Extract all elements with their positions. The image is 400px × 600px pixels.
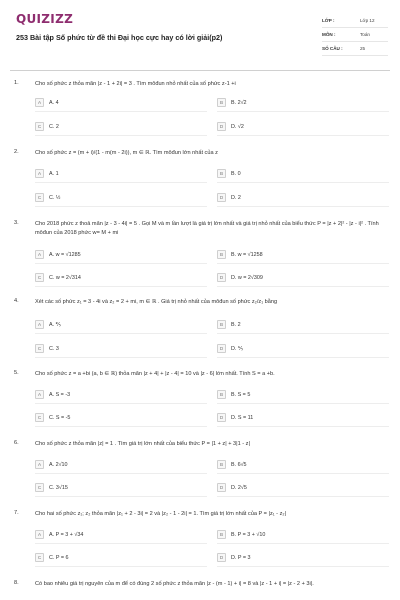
option-text: B. 2 bbox=[231, 321, 241, 328]
question-number: 3. bbox=[14, 220, 19, 226]
option-a[interactable] bbox=[35, 390, 70, 399]
meta-key: LỚP : bbox=[322, 18, 335, 23]
option-underline bbox=[35, 496, 207, 497]
meta-key: SỐ CÂU : bbox=[322, 46, 343, 51]
option-letter-box: D bbox=[217, 413, 226, 422]
option-underline bbox=[35, 543, 207, 544]
option-underline bbox=[35, 333, 207, 334]
option-text: C. S = -5 bbox=[49, 414, 71, 421]
question-text: Cho số phức z = a +bi (a, b ∈ ℝ) thỏa mãn |z + 4| + |z - 4| = 10 và |z - 6| lớn nhất. Tính S = a +b. bbox=[35, 371, 275, 377]
option-c[interactable] bbox=[35, 344, 59, 353]
option-underline bbox=[35, 426, 207, 427]
question-text: Cho số phức z = (m + i)/(1 - m(m - 2i)), m ∈ ℝ. Tìm môđun lớn nhất của z bbox=[35, 150, 218, 156]
option-underline bbox=[35, 111, 207, 112]
question-number: 5. bbox=[14, 370, 19, 376]
option-a[interactable] bbox=[35, 530, 83, 539]
option-letter-box: C bbox=[35, 122, 44, 131]
option-letter-box: C bbox=[35, 193, 44, 202]
option-letter-box: C bbox=[35, 413, 44, 422]
option-underline bbox=[217, 206, 389, 207]
meta-value: 25 bbox=[360, 46, 366, 51]
option-letter-box: B bbox=[217, 390, 226, 399]
option-underline bbox=[217, 286, 389, 287]
meta-row-class bbox=[322, 14, 388, 28]
question-number: 6. bbox=[14, 440, 19, 446]
option-b[interactable] bbox=[217, 320, 241, 329]
option-underline bbox=[217, 496, 389, 497]
option-text: B. P = 3 + √10 bbox=[231, 531, 266, 538]
option-a[interactable] bbox=[35, 250, 81, 259]
option-text: A. w = √1285 bbox=[49, 251, 81, 258]
option-underline bbox=[35, 263, 207, 264]
option-underline bbox=[217, 403, 389, 404]
question-number: 8. bbox=[14, 580, 19, 586]
option-underline bbox=[217, 357, 389, 358]
option-letter-box: A bbox=[35, 169, 44, 178]
option-d[interactable] bbox=[217, 413, 253, 422]
option-c[interactable] bbox=[35, 483, 68, 492]
option-underline bbox=[217, 263, 389, 264]
document-title: 253 Bài tập Số phức từ đề thi Đại học cực hay có lời giải(p2) bbox=[16, 33, 223, 42]
option-b[interactable] bbox=[217, 250, 263, 259]
option-underline bbox=[217, 543, 389, 544]
option-text: B. 6√5 bbox=[231, 461, 247, 468]
option-b[interactable] bbox=[217, 169, 241, 178]
option-text: A. 2√10 bbox=[49, 461, 68, 468]
option-text: D. P = 3 bbox=[231, 554, 251, 561]
option-text: C. 3√15 bbox=[49, 484, 68, 491]
option-letter-box: D bbox=[217, 273, 226, 282]
option-letter-box: C bbox=[35, 483, 44, 492]
option-underline bbox=[35, 182, 207, 183]
option-b[interactable] bbox=[217, 530, 265, 539]
option-d[interactable] bbox=[217, 273, 263, 282]
option-letter-box: B bbox=[217, 169, 226, 178]
option-text: B. S = 5 bbox=[231, 391, 251, 398]
option-letter-box: D bbox=[217, 553, 226, 562]
option-text: B. 0 bbox=[231, 170, 241, 177]
header-divider bbox=[10, 70, 390, 71]
option-underline bbox=[35, 135, 207, 136]
option-letter-box: C bbox=[35, 273, 44, 282]
question-number: 4. bbox=[14, 298, 19, 304]
quizizz-logo: QUIZIZZ bbox=[16, 12, 74, 26]
option-underline bbox=[217, 473, 389, 474]
option-a[interactable] bbox=[35, 460, 68, 469]
option-letter-box: B bbox=[217, 460, 226, 469]
option-text: D. 2√5 bbox=[231, 484, 247, 491]
option-c[interactable] bbox=[35, 413, 70, 422]
option-underline bbox=[217, 135, 389, 136]
option-letter-box: C bbox=[35, 553, 44, 562]
option-letter-box: D bbox=[217, 193, 226, 202]
meta-row-subject bbox=[322, 28, 388, 42]
option-letter-box: A bbox=[35, 390, 44, 399]
option-text: C. 2 bbox=[49, 123, 59, 130]
meta-key: MÔN : bbox=[322, 32, 336, 37]
option-text: D. 2 bbox=[231, 194, 241, 201]
option-underline bbox=[35, 566, 207, 567]
option-letter-box: D bbox=[217, 344, 226, 353]
question-number: 1. bbox=[14, 80, 19, 86]
option-a[interactable] bbox=[35, 98, 59, 107]
option-letter-box: A bbox=[35, 98, 44, 107]
option-underline bbox=[35, 403, 207, 404]
option-letter-box: A bbox=[35, 460, 44, 469]
option-underline bbox=[35, 206, 207, 207]
option-c[interactable] bbox=[35, 553, 69, 562]
question-number: 7. bbox=[14, 510, 19, 516]
option-underline bbox=[35, 473, 207, 474]
document-header bbox=[0, 0, 400, 64]
option-a[interactable] bbox=[35, 320, 61, 329]
option-d[interactable] bbox=[217, 122, 244, 131]
option-d[interactable] bbox=[217, 553, 251, 562]
option-text: A. 1 bbox=[49, 170, 59, 177]
question-text: Cho hai số phức z₁; z₂ thỏa mãn |z₁ + 2 - 3i| = 2 và |z₂ - 1 - 2i| = 1. Tìm giá trị lớn nhất của P = |z₁ - z₂| bbox=[35, 511, 287, 517]
option-underline bbox=[35, 286, 207, 287]
option-letter-box: A bbox=[35, 530, 44, 539]
option-a[interactable] bbox=[35, 169, 59, 178]
option-text: D. ⅕ bbox=[231, 345, 244, 352]
option-text: A. P = 3 + √34 bbox=[49, 531, 84, 538]
option-underline bbox=[217, 426, 389, 427]
option-text: D. √2 bbox=[231, 123, 244, 130]
option-underline bbox=[217, 333, 389, 334]
option-letter-box: B bbox=[217, 98, 226, 107]
option-letter-box: D bbox=[217, 483, 226, 492]
question-number: 2. bbox=[14, 149, 19, 155]
option-underline bbox=[217, 566, 389, 567]
meta-table bbox=[322, 14, 388, 56]
question-text: Cho số phức z thỏa mãn |z| = 1 . Tìm giá trị lớn nhất của biểu thức P = |1 + z| + 3|1 - z| bbox=[35, 441, 250, 447]
option-letter-box: C bbox=[35, 344, 44, 353]
question-text: Cho 2018 phức z thoả mãn |z - 3 - 4i| = 5 . Gọi M và m lần lượt là giá trị lớn nhất và giá trị nhỏ nhất của biểu thức P = |z + 2|² - |z - i|² . Tính môđun của 2018 phức w= M + mi bbox=[35, 221, 379, 236]
option-letter-box: B bbox=[217, 250, 226, 259]
option-text: A. S = -3 bbox=[49, 391, 71, 398]
meta-row-count bbox=[322, 42, 388, 56]
option-d[interactable] bbox=[217, 344, 243, 353]
option-letter-box: D bbox=[217, 122, 226, 131]
option-underline bbox=[35, 357, 207, 358]
option-letter-box: B bbox=[217, 320, 226, 329]
option-b[interactable] bbox=[217, 460, 247, 469]
option-c[interactable] bbox=[35, 193, 60, 202]
option-underline bbox=[217, 182, 389, 183]
question-text: Cho số phức z thỏa mãn |z - 1 + 2i| = 3 . Tìm môđun nhỏ nhất của số phức z-1 +i bbox=[35, 81, 236, 87]
option-text: A. 4 bbox=[49, 99, 59, 106]
option-b[interactable] bbox=[217, 98, 247, 107]
option-c[interactable] bbox=[35, 273, 81, 282]
option-text: D. w = 2√309 bbox=[231, 274, 263, 281]
option-letter-box: A bbox=[35, 320, 44, 329]
option-text: C. P = 6 bbox=[49, 554, 69, 561]
option-b[interactable] bbox=[217, 390, 250, 399]
option-text: C. ½ bbox=[49, 194, 61, 201]
meta-value: Lớp 12 bbox=[360, 18, 375, 23]
meta-value: Toán bbox=[360, 32, 370, 37]
option-underline bbox=[217, 111, 389, 112]
question-text: Xét các số phức z₁ = 3 - 4i và z₂ = 2 + mi, m ∈ ℝ . Giá trị nhỏ nhất của môđun số phức z₂/z₁ bằng bbox=[35, 299, 278, 305]
option-letter-box: B bbox=[217, 530, 226, 539]
option-text: B. 2√2 bbox=[231, 99, 247, 106]
option-c[interactable] bbox=[35, 122, 59, 131]
option-text: C. 3 bbox=[49, 345, 59, 352]
option-text: D. S = 11 bbox=[231, 414, 254, 421]
question-text: Có bao nhiêu giá trị nguyên của m để có đúng 2 số phức z thỏa mãn |z - (m - 1) + i| = 8 và |z - 1 + i| = |z - 2 + 3i|. bbox=[35, 581, 314, 587]
option-letter-box: A bbox=[35, 250, 44, 259]
option-text: A. ⅖ bbox=[49, 321, 61, 328]
option-text: C. w = 2√314 bbox=[49, 274, 81, 281]
option-text: B. w = √1258 bbox=[231, 251, 263, 258]
option-d[interactable] bbox=[217, 483, 247, 492]
option-d[interactable] bbox=[217, 193, 241, 202]
